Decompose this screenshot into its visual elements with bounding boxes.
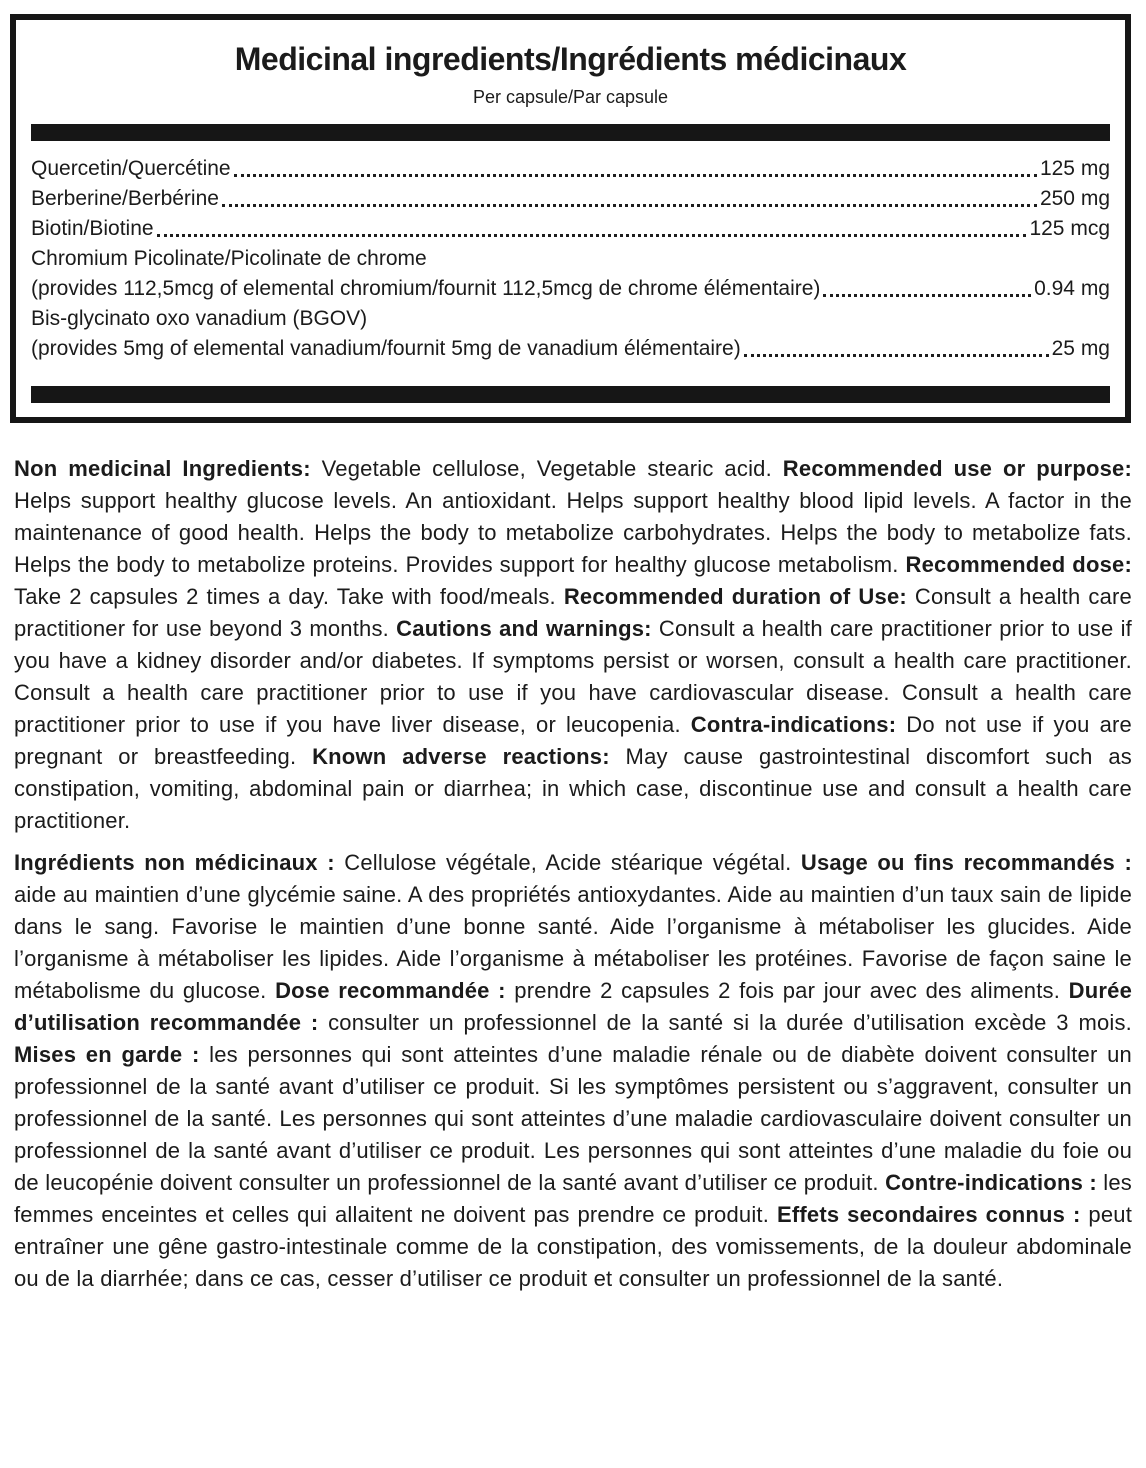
ingredient-amount: 25 mg — [1051, 337, 1110, 361]
ingredient-name: Berberine/Berbérine — [31, 187, 219, 211]
text-run: Do not use if you are pregnant or breastfeeding. — [14, 712, 1132, 770]
leader-dots — [823, 294, 1031, 297]
ingredient-name: Chromium Picolinate/Picolinate de chrome — [31, 247, 427, 271]
paragraph-french — [14, 847, 1132, 1295]
text-run: Cellulose végétale, Acide stéarique végétal. — [334, 850, 801, 876]
ingredient-row — [31, 274, 1110, 304]
bold-run: Dose recommandée : — [275, 978, 506, 1004]
bold-run: Known adverse reactions: — [312, 744, 610, 770]
text-run: les femmes enceintes et celles qui allaitent ne doivent pas prendre ce produit. — [14, 1170, 1132, 1228]
ingredient-row — [31, 184, 1110, 214]
ingredient-name: Biotin/Biotine — [31, 217, 154, 241]
leader-dots — [744, 354, 1049, 357]
ingredient-amount: 125 mcg — [1029, 217, 1110, 241]
text-run: Take 2 capsules 2 times a day. Take with food/meals. — [14, 584, 564, 610]
ingredient-detail: (provides 5mg of elemental vanadium/fournit 5mg de vanadium élémentaire) — [31, 337, 741, 361]
ingredient-name: Bis-glycinato oxo vanadium (BGOV) — [31, 307, 368, 331]
ingredient-row — [31, 334, 1110, 364]
text-run: consulter un professionnel de la santé si la durée d’utilisation excède 3 mois. — [318, 1010, 1132, 1036]
ingredient-name: Quercetin/Quercétine — [31, 157, 231, 181]
medicinal-ingredients-panel — [10, 14, 1131, 423]
text-run: Helps support healthy glucose levels. An antioxidant. Helps support healthy blood lipid levels. A factor in the maintenance of good health. Helps the body to metabolize carbohydrates. Helps the body to metabolize fats. Helps the body to metabolize proteins. Provides support for healthy glucose metabolism. — [14, 488, 1132, 578]
text-run: Vegetable cellulose, Vegetable stearic acid. — [310, 456, 783, 482]
bold-run: Effets secondaires connus : — [776, 1202, 1081, 1228]
panel-subtitle: Per capsule/Par capsule — [472, 87, 669, 108]
leader-dots — [234, 174, 1037, 177]
text-run: peut entraîner une gêne gastro-intestinale comme de la constipation, des vomissements, de la douleur abdominale ou de la diarrhée; dans ce cas, cesser d’utiliser ce produit et consulter un professionnel de la santé. — [14, 1202, 1133, 1292]
bold-run: Cautions and warnings: — [396, 616, 652, 642]
leader-dots — [222, 204, 1037, 207]
paragraph-english — [14, 453, 1132, 837]
bold-run: Recommended duration of Use: — [563, 584, 907, 610]
bold-run: Contra-indications: — [690, 712, 897, 738]
text-run: les personnes qui sont atteintes d’une maladie rénale ou de diabète doivent consulter un professionnel de la santé avant d’utiliser ce produit. Si les symptômes persistent ou s’aggravent, consulter un professionnel de la santé. Les personnes qui sont atteintes d’une maladie cardiovasculaire doivent consulter un professionnel de la santé avant d’utiliser ce produit. Les personnes qui sont atteintes d’une maladie du foie ou de leucopénie doivent consulter un professionnel de la santé avant d’utiliser ce produit. — [14, 1042, 1132, 1196]
ingredient-list — [31, 154, 1110, 364]
ingredient-row — [31, 154, 1110, 184]
text-run: aide au maintien d’une glycémie saine. A des propriétés antioxydantes. Aide au maintien d’un taux sain de lipide dans le sang. Favorise le maintien d’une bonne santé. Aide l’organisme à métaboliser les glucides. Aide l’organisme à métaboliser les lipides. Aide l’organisme à métaboliser les protéines. Favorise de façon saine le métabolisme du glucose. — [14, 882, 1132, 1004]
bold-run: Recommended dose: — [905, 552, 1132, 578]
ingredient-row — [31, 244, 1110, 274]
bold-run: Contre-indications : — [885, 1170, 1097, 1196]
ingredient-amount: 125 mg — [1039, 157, 1110, 181]
body-text — [14, 453, 1132, 1295]
divider-bar-bottom — [31, 386, 1110, 403]
divider-bar-top — [31, 124, 1110, 141]
ingredient-row — [31, 304, 1110, 334]
text-run: Consult a health care practitioner prior to use if you have a kidney disorder and/or diabetes. If symptoms persist or worsen, consult a health care practitioner. Consult a health care practitioner prior to use if you have cardiovascular disease. Consult a health care practitioner prior to use if you have liver disease, or leucopenia. — [14, 616, 1132, 738]
bold-run: Recommended use or purpose: — [782, 456, 1132, 482]
bold-run: Non medicinal Ingredients: — [14, 456, 311, 482]
text-run: May cause gastrointestinal discomfort such as constipation, vomiting, abdominal pain or diarrhea; in which case, discontinue use and consult a health care practitioner. — [14, 744, 1132, 834]
ingredient-amount: 0.94 mg — [1034, 277, 1110, 301]
bold-run: Ingrédients non médicinaux : — [14, 850, 335, 876]
bold-run: Usage ou fins recommandés : — [800, 850, 1132, 876]
text-run: prendre 2 capsules 2 fois par jour avec des aliments. — [505, 978, 1069, 1004]
supplement-label — [0, 14, 1146, 1295]
text-run: Consult a health care practitioner for use beyond 3 months. — [14, 584, 1132, 642]
leader-dots — [157, 234, 1027, 237]
panel-title: Medicinal ingredients/Ingrédients médicinaux — [234, 41, 907, 77]
ingredient-amount: 250 mg — [1039, 187, 1110, 211]
ingredient-row — [31, 214, 1110, 244]
ingredient-detail: (provides 112,5mcg of elemental chromium/fournit 112,5mcg de chrome élémentaire) — [31, 277, 821, 301]
bold-run: Durée d’utilisation recommandée : — [14, 978, 1133, 1036]
bold-run: Mises en garde : — [14, 1042, 200, 1068]
